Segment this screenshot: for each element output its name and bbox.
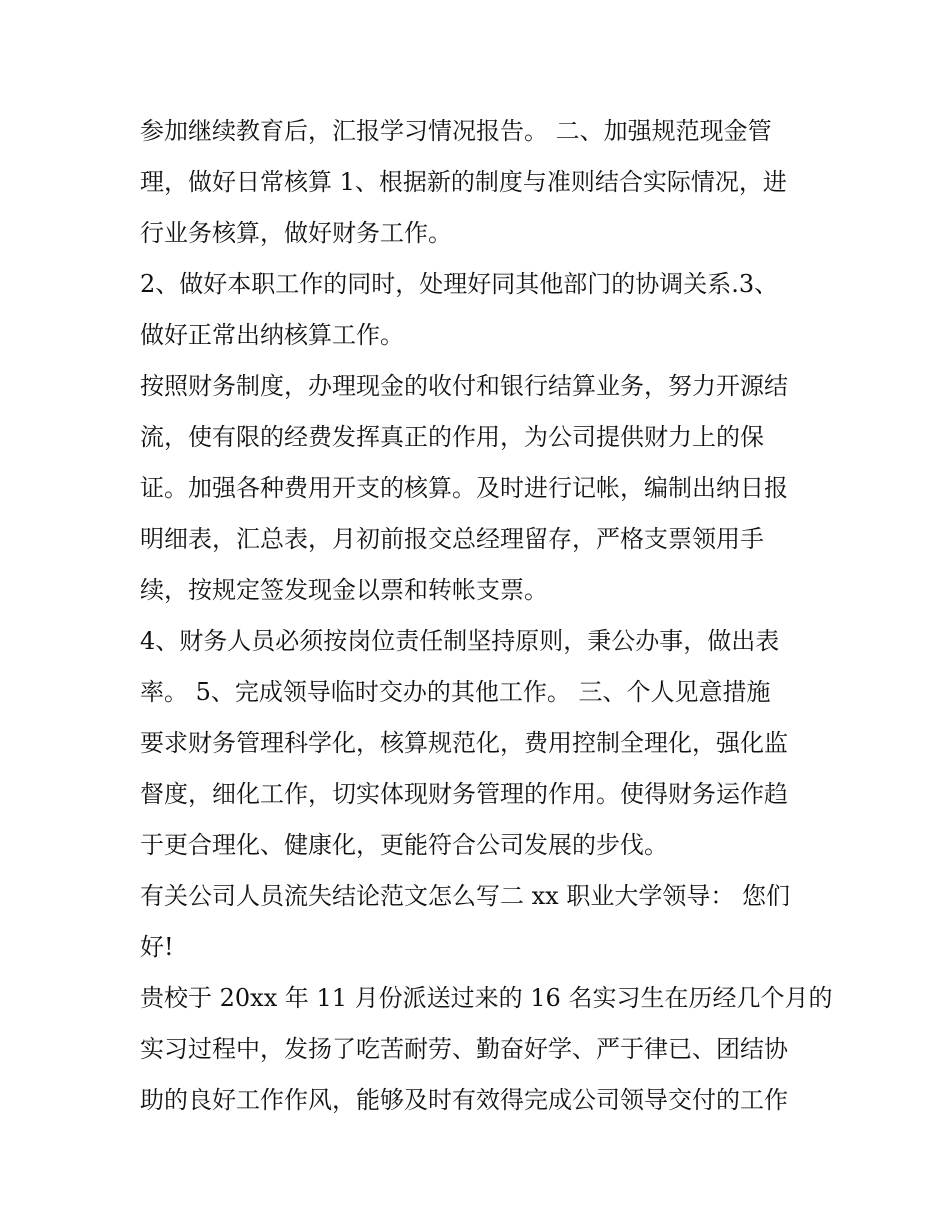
paragraph-interns [140, 973, 833, 1126]
paragraph-continuing-education [140, 106, 812, 259]
paragraph-letter-greeting [140, 871, 812, 973]
text-line: 实习过程中，发扬了吃苦耐劳、勤奋好学、严于律已、团结协 [140, 1035, 788, 1063]
text-line: 贵校于 20xx 年 11 月份派送过来的 16 名实习生在历经几个月的 [140, 984, 833, 1012]
text-line: 于更合理化、健康化，更能符合公司发展的步伐。 [140, 831, 668, 859]
paragraph-coordination [140, 259, 812, 361]
paragraph-financial-system [140, 361, 812, 616]
text-line: 率。 5、完成领导临时交办的其他工作。 三、个人见意措施 [140, 678, 771, 706]
text-line: 按照财务制度，办理现金的收付和银行结算业务，努力开源结 [140, 372, 788, 400]
text-line: 2、做好本职工作的同时，处理好同其他部门的协调关系.3、 [140, 270, 779, 298]
text-line: 要求财务管理科学化，核算规范化，费用控制全理化，强化监 [140, 729, 788, 757]
text-line: 流，使有限的经费发挥真正的作用，为公司提供财力上的保 [140, 423, 764, 451]
text-line: 有关公司人员流失结论范文怎么写二 xx 职业大学领导： 您们 [140, 882, 790, 910]
text-line: 助的良好工作作风，能够及时有效得完成公司领导交付的工作 [140, 1086, 788, 1114]
text-line: 证。加强各种费用开支的核算。及时进行记帐，编制出纳日报 [140, 474, 788, 502]
text-line: 续，按规定签发现金以票和转帐支票。 [140, 576, 548, 604]
text-line: 行业务核算，做好财务工作。 [140, 219, 452, 247]
document-body [140, 106, 833, 1126]
text-line: 4、财务人员必须按岗位责任制坚持原则，秉公办事，做出表 [140, 627, 780, 655]
text-line: 明细表，汇总表，月初前报交总经理留存，严格支票领用手 [140, 525, 764, 553]
text-line: 督度，细化工作，切实体现财务管理的作用。使得财务运作趋 [140, 780, 788, 808]
text-line: 理，做好日常核算 1、根据新的制度与准则结合实际情况，进 [140, 168, 787, 196]
text-line: 参加继续教育后，汇报学习情况报告。 二、加强规范现金管 [140, 117, 772, 145]
paragraph-staff-principles [140, 616, 812, 871]
text-line: 好! [140, 933, 174, 961]
text-line: 做好正常出纳核算工作。 [140, 321, 404, 349]
